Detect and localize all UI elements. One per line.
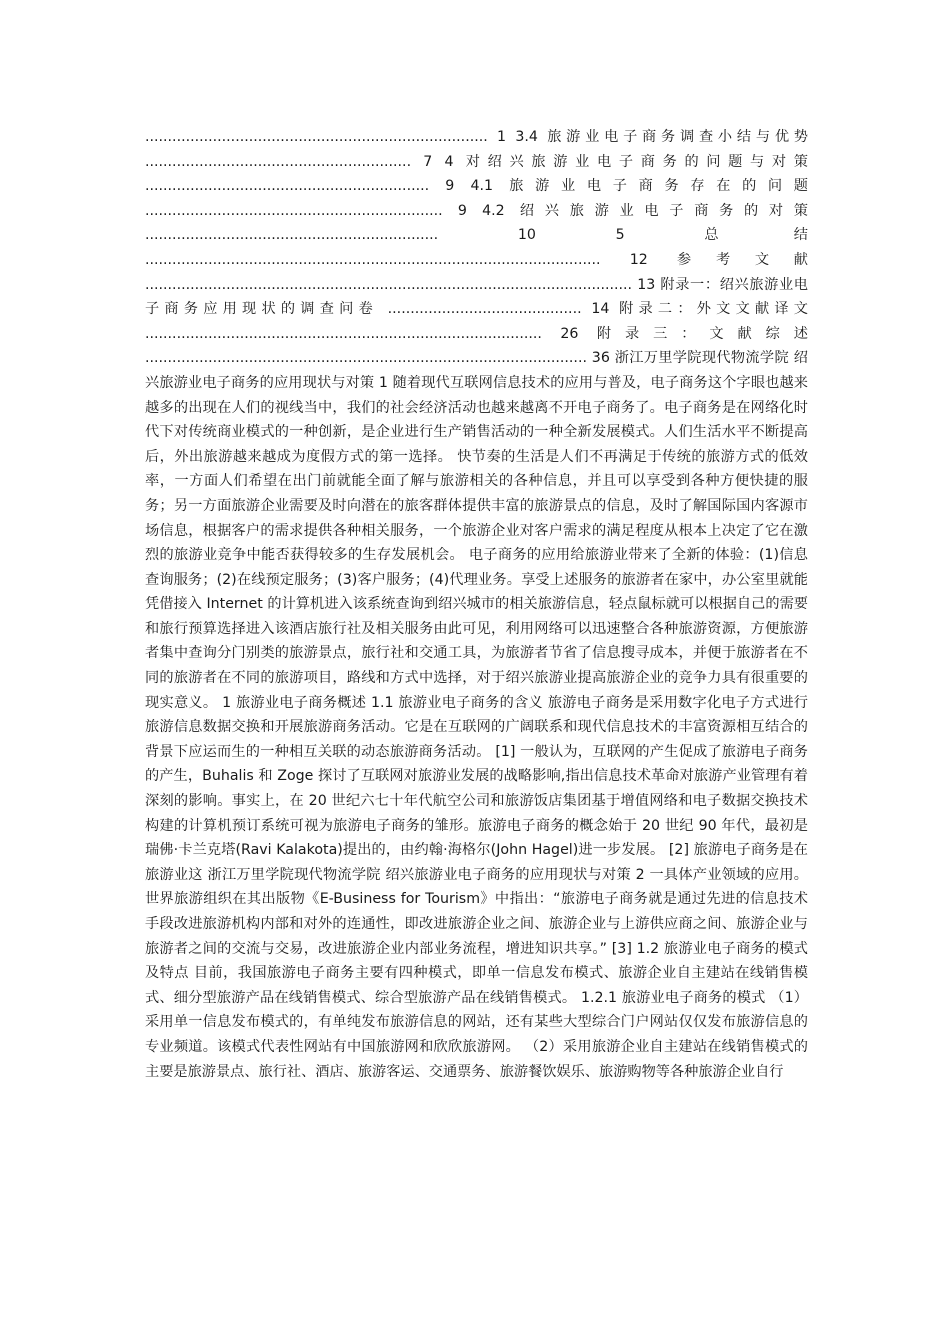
document-body-text: ............................................................................ 1 3.4 旅游业电子商务调查小结与优势 ........................................................... 7 4 对绍兴旅游业电子商务的问题与对策 ............................................................... 9 4.1 旅游业电子商务存在的问题 .................................................................. 9 4.2 绍兴旅游业电子商务的对策 ................................................................. 10 5 总结 ..................................................................................................... 12 参考文献 ............................................................................................................ 13 附录一：绍兴旅游业电子商务应用现状的调查问卷 ........................................... 14 附录二：外文文献译文 ........................................................................................ 26 附录三：文献综述 .................................................................................................. 36 浙江万里学院现代物流学院 绍兴旅游业电子商务的应用现状与对策 1 随着现代互联网信息技术的应用与普及，电子商务这个字眼也越来越多的出现在人们的视线当中，我们的社会经济活动也越来越离不开电子商务了。电子商务是在网络化时代下对传统商业模式的一种创新，是企业进行生产销售活动的一种全新发展模式。人们生活水平不断提高后，外出旅游越来越成为度假方式的第一选择。 快节奏的生活是人们不再满足于传统的旅游方式的低效率，一方面人们希望在出门前就能全面了解与旅游相关的各种信息，并且可以享受到各种方便快捷的服务；另一方面旅游企业需要及时向潜在的旅客群体提供丰富的旅游景点的信息，及时了解国际国内客源市场信息，根据客户的需求提供各种相关服务，一个旅游企业对客户需求的满足程度从根本上决定了它在激烈的旅游业竞争中能否获得较多的生存发展机会。 电子商务的应用给旅游业带来了全新的体验：(1)信息查询服务；(2)在线预定服务；(3)客户服务；(4)代理业务。享受上述服务的旅游者在家中，办公室里就能凭借接入 Internet 的计算机进入该系统查询到绍兴城市的相关旅游信息，轻点鼠标就可以根据自己的需要和旅行预算选择进入该酒店旅行社及相关服务由此可见，利用网络可以迅速整合各种旅游资源，方便旅游者集中查询分门别类的旅游景点，旅行社和交通工具，为旅游者节省了信息搜寻成本，并便于旅游者在不同的旅游者在不同的旅游项目，路线和方式中选择，对于绍兴旅游业提高旅游企业的竞争力具有很重要的现实意义。 1 旅游业电子商务概述 1.1 旅游业电子商务的含义 旅游电子商务是采用数字化电子方式进行旅游信息数据交换和开展旅游商务活动。它是在互联网的广阔联系和现代信息技术的丰富资源相互结合的背景下应运而生的一种相互关联的动态旅游商务活动。 [1] 一般认为，互联网的产生促成了旅游电子商务的产生，Buhalis 和 Zoge 探讨了互联网对旅游业发展的战略影响,指出信息技术革命对旅游产业管理有着深刻的影响。事实上，在 20 世纪六七十年代航空公司和旅游饭店集团基于增值网络和电子数据交换技术构建的计算机预订系统可视为旅游电子商务的雏形。旅游电子商务的概念始于 20 世纪 90 年代，最初是瑞佛·卡兰克塔(Ravi Kalakota)提出的，由约翰·海格尔(John Hagel)进一步发展。 [2] 旅游电子商务是在旅游业这 浙江万里学院现代物流学院 绍兴旅游业电子商务的应用现状与对策 2 一具体产业领域的应用。世界旅游组织在其出版物《E-Business for Tourism》中指出：“旅游电子商务就是通过先进的信息技术手段改进旅游机构内部和对外的连通性，即改进旅游企业之间、旅游企业与上游供应商之间、旅游企业与旅游者之间的交流与交易，改进旅游企业内部业务流程，增进知识共享。” [3] 1.2 旅游业电子商务的模式及特点 目前，我国旅游电子商务主要有四种模式，即单一信息发布模式、旅游企业自主建站在线销售模式、细分型旅游产品在线销售模式、综合型旅游产品在线销售模式。 1.2.1 旅游业电子商务的模式 （1）采用单一信息发布模式的，有单纯发布旅游信息的网站，还有某些大型综合门户网站仅仅发布旅游信息的专业频道。该模式代表性网站有中国旅游网和欣欣旅游网。 （2）采用旅游企业自主建站在线销售模式的主要是旅游景点、旅行社、酒店、旅游客运、交通票务、旅游餐饮娱乐、旅游购物等各种旅游企业自行 [145,129,808,1080]
document-page [145,125,808,1084]
